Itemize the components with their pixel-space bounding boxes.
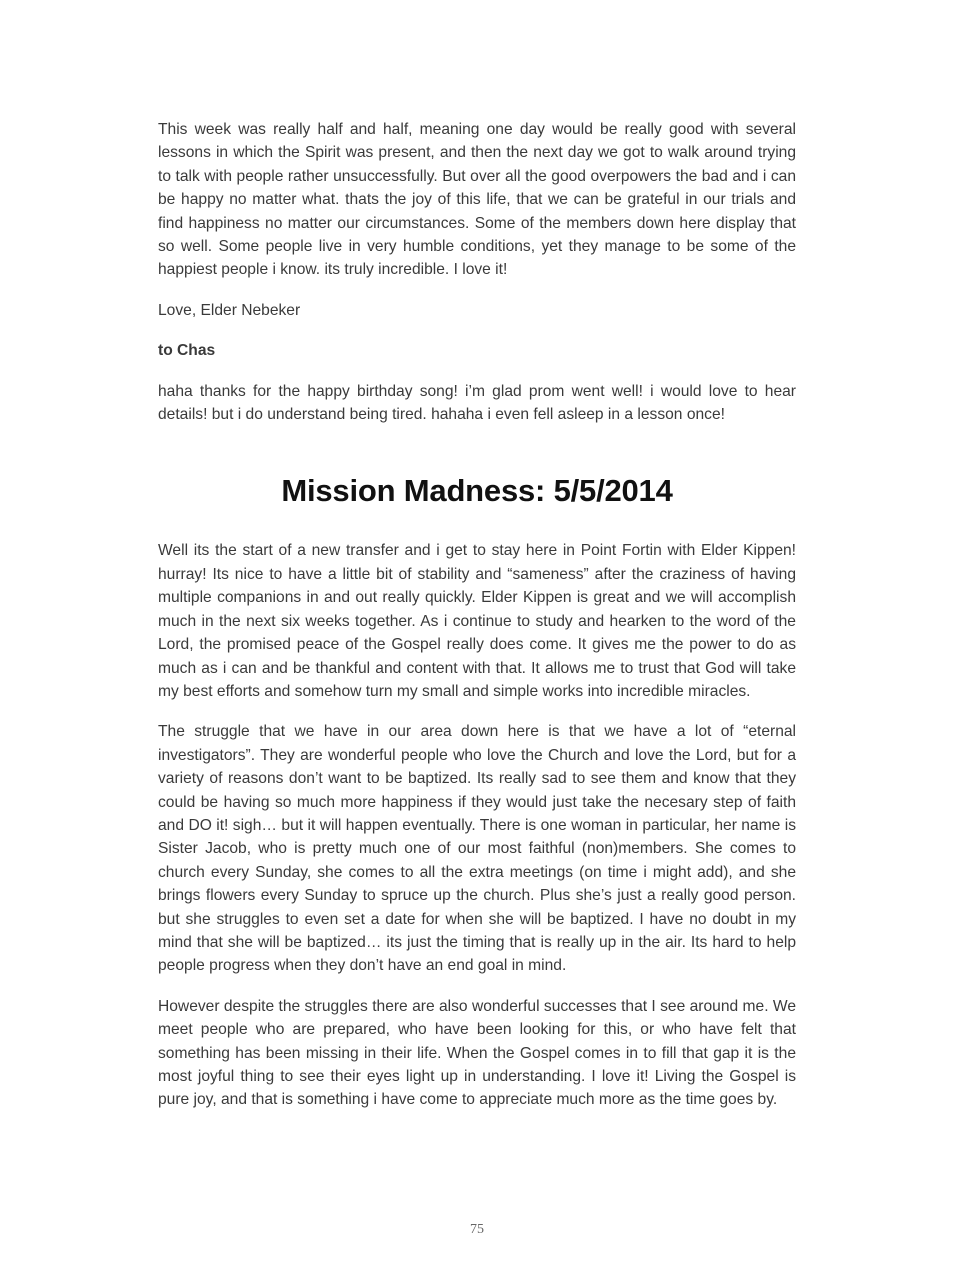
recipient-heading: to Chas — [158, 342, 216, 360]
section-title: Mission Madness: 5/5/2014 — [281, 473, 673, 509]
letter-signoff: Love, Elder Nebeker — [158, 301, 301, 319]
section-paragraph-1: Well its the start of a new transfer and i get to stay here in Point Fortin with Elder Kippen! hurray! Its nice to have a little bit of stability and “sameness” after the craziness of having multiple companions in and out really quickly. Elder Kippen is great and we will accomplish much in the next six weeks together. As i continue to study and hearken to the word of the Lord, the promised peace of the Gospel really does come. It gives me the power to do as much as i can and be thankful and content with that. It allows me to trust that God will take my best efforts and somehow turn my small and simple works into incredible miracles. — [158, 542, 796, 700]
recipient-message: haha thanks for the happy birthday song! i’m glad prom went well! i would love to hear details! but i do understand being tired. hahaha i even fell asleep in a lesson once! — [158, 382, 796, 424]
page-number: 75 — [470, 1222, 484, 1237]
letter-paragraph: This week was really half and half, meaning one day would be really good with several lessons in which the Spirit was present, and then the next day we got to walk around trying to talk with people rather unsuccessfully. But over all the good overpowers the bad and i can be happy no matter what. thats the joy of this life, that we can be grateful in our trials and find happiness no matter our circumstances. Some of the members down here display that so well. Some people live in very humble conditions, yet they manage to be some of the happiest people i know. its truly incredible. I love it! — [158, 121, 796, 279]
page-content — [158, 118, 796, 1129]
section-paragraph-3: However despite the struggles there are also wonderful successes that I see around me. We meet people who are prepared, who have been looking for this, or who have felt that something has been missing in their life. When the Gospel comes in to fill that gap it is the most joyful thing to see their eyes light up in understanding. I love it! Living the Gospel is pure joy, and that is something i have come to appreciate much more as the time goes by. — [158, 997, 796, 1109]
section-paragraph-2: The struggle that we have in our area down here is that we have a lot of “eternal investigators”. They are wonderful people who love the Church and love the Lord, but for a variety of reasons don’t want to be baptized. Its really sad to see them and know that they could be having so much more happiness if they would just take the necesary step of faith and DO it! sigh… but it will happen eventually. There is one woman in particular, her name is Sister Jacob, who is pretty much one of our most faithful (non)members. She comes to church every Sunday, she comes to all the extra meetings (on time i might add), and she brings flowers every Sunday to spruce up the church. Plus she’s just a really good person. but she struggles to even set a date for when she will be baptized. I have no doubt in my mind that she will be baptized… its just the timing that is really up in the air. Its hard to help people progress when they don’t have an end goal in mind. — [158, 723, 796, 975]
